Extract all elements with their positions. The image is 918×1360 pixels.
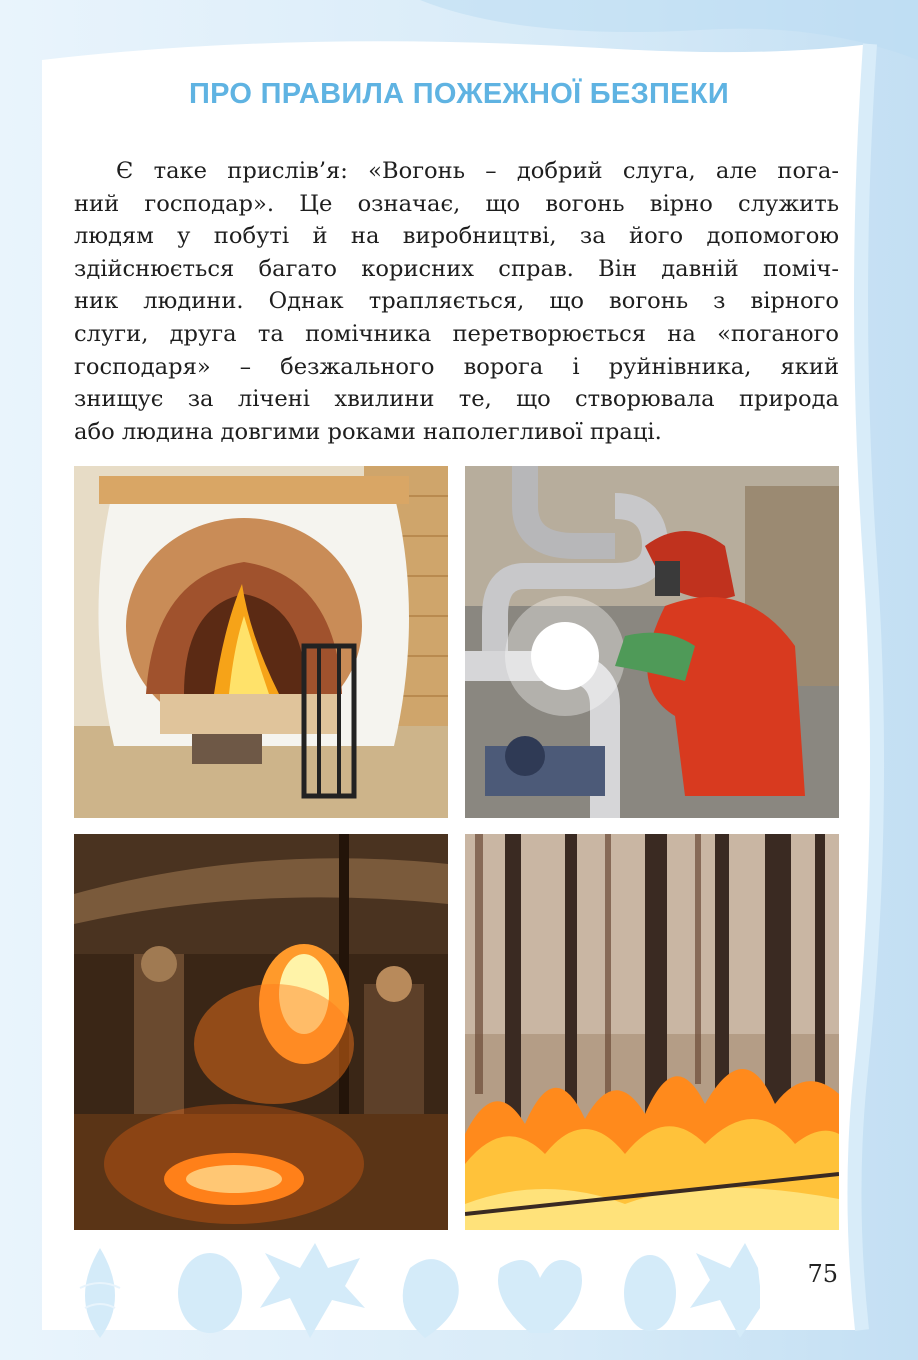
paragraph-line: здійснюється багато корисних справ. Він давній поміч- [74,255,839,282]
paragraph-line: слуги, друга та помічника перетворюється на «поганого [74,320,839,347]
page-title: ПРО ПРАВИЛА ПОЖЕЖНОЇ БЕЗПЕКИ [189,78,729,110]
decorative-leaves [60,1238,760,1348]
page-number: 75 [807,1260,838,1288]
paragraph-line: людям у побуті й на виробництві, за його допомогою [74,223,839,250]
paragraph-line: Є таке прислів’я: «Вогонь – добрий слуга, але пога- [116,158,839,184]
paragraph-line: або людина довгими роками наполегливої праці. [74,418,662,445]
body-paragraph [74,155,839,448]
paragraph-line: ний господар». Це означає, що вогонь вірно служить [74,190,839,217]
paragraph-line: знищує за лічені хвилини те, що створювала природа [74,386,839,413]
fireplace-photo [74,466,448,818]
forest-fire-photo [465,834,839,1230]
foundry-photo [74,834,448,1230]
welder-photo [465,466,839,818]
paragraph-line: ник людини. Однак трапляється, що вогонь з вірного [74,288,839,315]
paragraph-line: господаря» – безжального ворога і руйнівника, який [74,353,839,380]
